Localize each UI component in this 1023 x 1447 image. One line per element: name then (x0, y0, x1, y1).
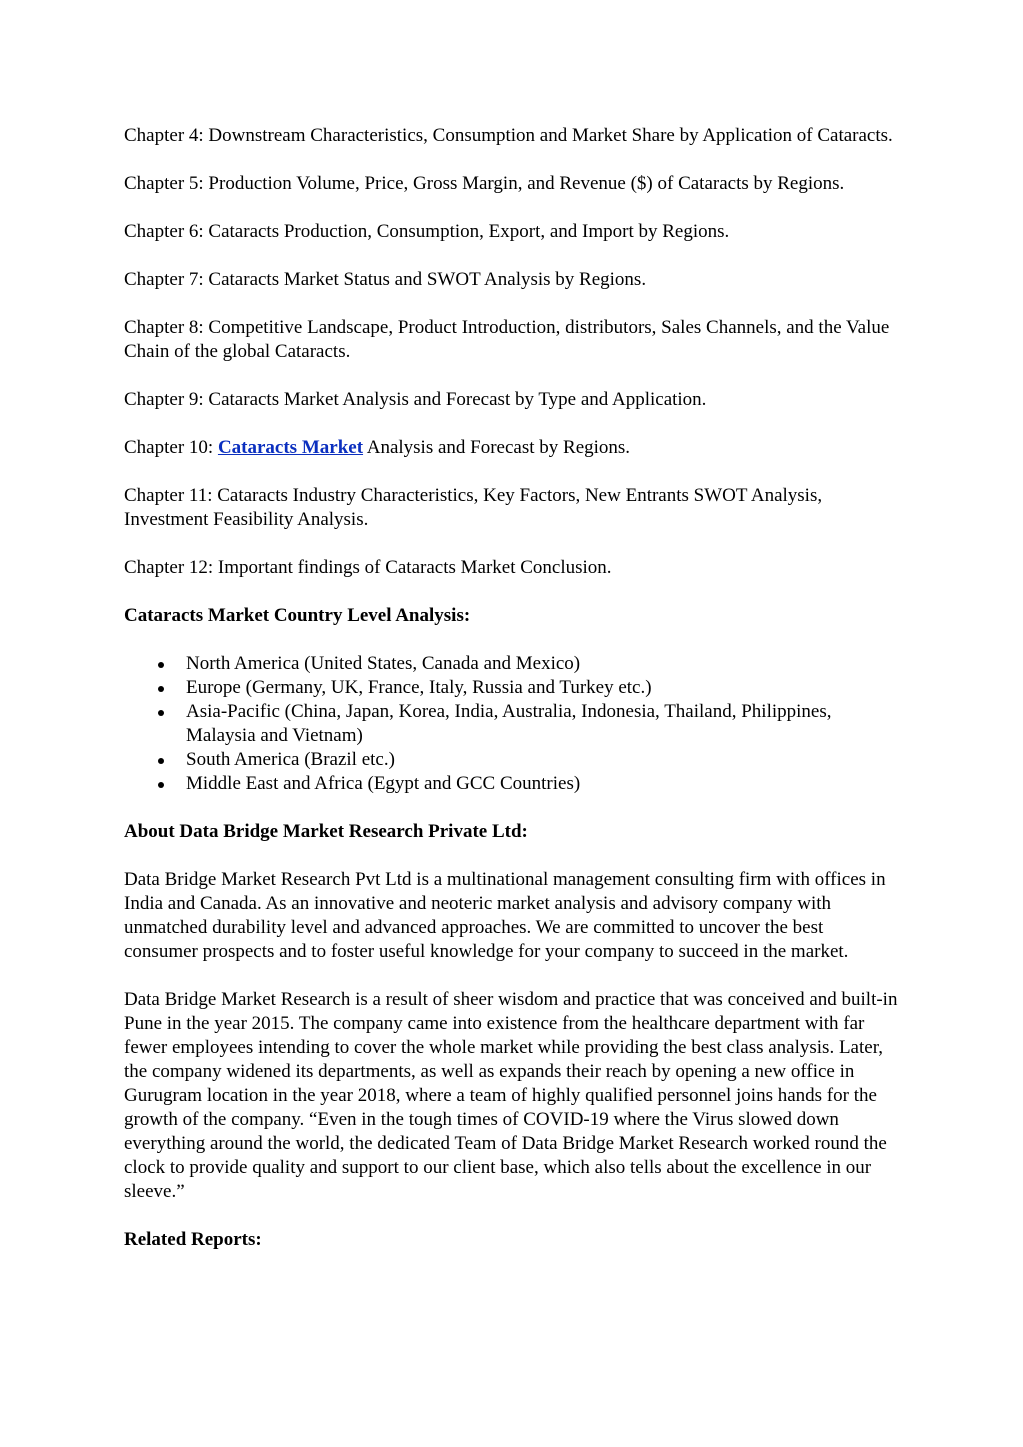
region-label: Middle East and Africa (Egypt and GCC Countries) (186, 773, 581, 794)
chapter-9: Chapter 9: Cataracts Market Analysis and Forecast by Type and Application. (124, 389, 707, 410)
chapter-8: Chapter 8: Competitive Landscape, Product Introduction, distributors, Sales Channels, and the Value Chain of the global Cataracts. (124, 317, 890, 362)
about-paragraph-1: Data Bridge Market Research Pvt Ltd is a multinational management consulting firm with offices in India and Canada. As an innovative and neoteric market analysis and advisory company with unmatched durability level and advanced approaches. We are committed to uncover the best consumer prospects and to foster useful knowledge for your company to succeed in the market. (124, 869, 886, 962)
bullet-icon (158, 662, 164, 668)
chapter-5: Chapter 5: Production Volume, Price, Gross Margin, and Revenue ($) of Cataracts by Regions. (124, 173, 845, 194)
region-label: Asia-Pacific (China, Japan, Korea, India, Australia, Indonesia, Thailand, Philippines, Malaysia and Vietnam) (186, 701, 832, 746)
region-label: South America (Brazil etc.) (186, 749, 395, 770)
about-paragraph-2: Data Bridge Market Research is a result of sheer wisdom and practice that was conceived and built-in Pune in the year 2015. The company came into existence from the healthcare department with far fewer employees intending to cover the whole market while providing the best class analysis. Later, the company widened its departments, as well as expands their reach by opening a new office in Gurugram location in the year 2018, where a team of highly qualified personnel joins hands for the growth of the company. “Even in the tough times of COVID-19 where the Virus slowed down everything around the world, the dedicated Team of Data Bridge Market Research worked round the clock to provide quality and support to our client base, which also tells about the excellence in our sleeve.” (124, 989, 898, 1202)
list-item (186, 772, 899, 796)
list-item (186, 676, 899, 700)
chapter-7: Chapter 7: Cataracts Market Status and SWOT Analysis by Regions. (124, 269, 647, 290)
bullet-icon (158, 782, 164, 788)
list-item (186, 652, 899, 676)
region-label: Europe (Germany, UK, France, Italy, Russia and Turkey etc.) (186, 677, 652, 698)
chapter-6: Chapter 6: Cataracts Production, Consumption, Export, and Import by Regions. (124, 221, 730, 242)
region-list (124, 652, 899, 796)
bullet-icon (158, 710, 164, 716)
country-level-heading: Cataracts Market Country Level Analysis: (124, 605, 471, 626)
list-item (186, 700, 899, 748)
chapter-11: Chapter 11: Cataracts Industry Characteristics, Key Factors, New Entrants SWOT Analysis, Investment Feasibility Analysis. (124, 485, 823, 530)
bullet-icon (158, 758, 164, 764)
bullet-icon (158, 686, 164, 692)
related-reports-heading: Related Reports: (124, 1229, 262, 1250)
list-item (186, 748, 899, 772)
region-label: North America (United States, Canada and Mexico) (186, 653, 581, 674)
chapter-12: Chapter 12: Important findings of Cataracts Market Conclusion. (124, 557, 612, 578)
chapter-10 (124, 436, 899, 460)
cataracts-market-link[interactable]: Cataracts Market (217, 437, 364, 458)
chapter-4: Chapter 4: Downstream Characteristics, Consumption and Market Share by Application of Cataracts. (124, 125, 893, 146)
document-page (124, 124, 899, 1276)
chapter-10-prefix: Chapter 10: (124, 437, 218, 458)
chapter-10-suffix: Analysis and Forecast by Regions. (363, 437, 631, 458)
about-heading: About Data Bridge Market Research Private Ltd: (124, 821, 528, 842)
